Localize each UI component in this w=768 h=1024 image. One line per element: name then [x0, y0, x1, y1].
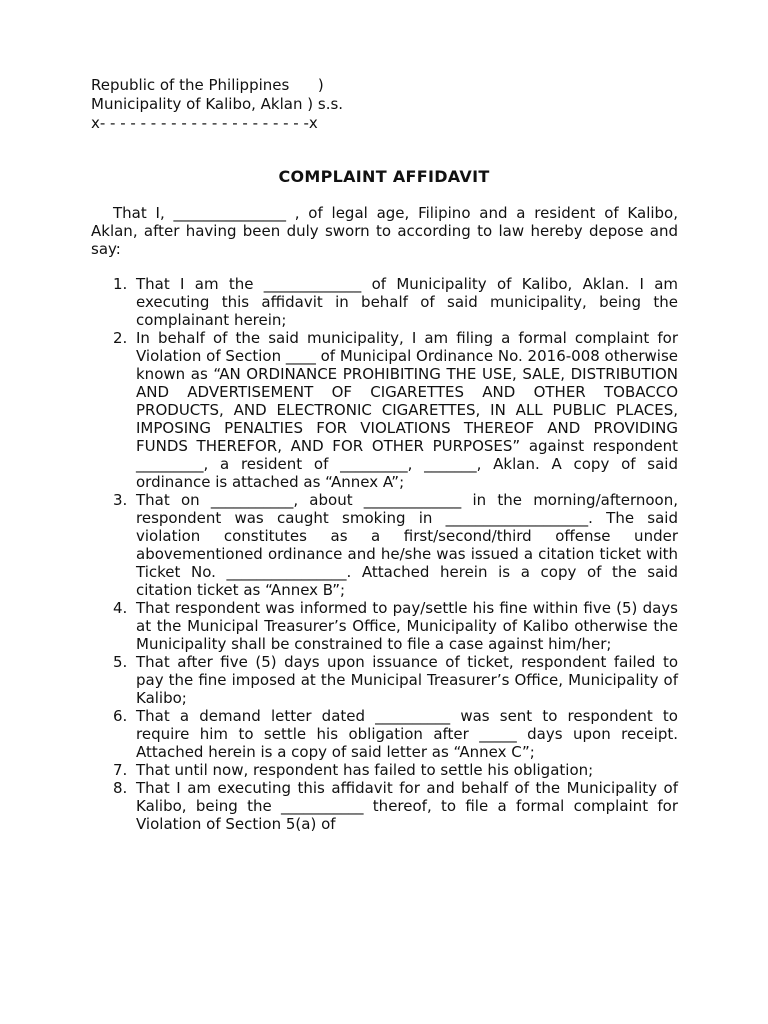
- item-number: 6.: [113, 707, 128, 725]
- item-number: 8.: [113, 779, 128, 797]
- item-text: That I am executing this affidavit for and behalf of the Municipality of Kalibo, being the ___________ thereof, to file a formal complaint for Violation of Section 5(a) of: [136, 779, 678, 833]
- item-number: 2.: [113, 329, 128, 347]
- item-text: That respondent was informed to pay/settle his fine within five (5) days at the Municipal Treasurer’s Office, Municipality of Kalibo otherwise the Municipality shall be constrained to file a case against him/her;: [136, 599, 678, 653]
- venue-block: [91, 76, 343, 133]
- list-item: [91, 653, 678, 707]
- venue-line-republic: Republic of the Philippines ): [91, 76, 324, 94]
- item-number: 7.: [113, 761, 128, 779]
- list-item: [91, 329, 678, 491]
- item-number: 5.: [113, 653, 128, 671]
- venue-line-municipality: Municipality of Kalibo, Aklan ) s.s.: [91, 95, 344, 113]
- item-number: 1.: [113, 275, 128, 293]
- item-text: That on ___________, about _____________ in the morning/afternoon, respondent was caught smoking in ___________________. The said violation constitutes as a first/second/third offense under abovementioned ordinance and he/she was issued a citation ticket with Ticket No. ________________. Attached herein is a copy of the said citation ticket as “Annex B”;: [136, 491, 678, 599]
- item-text: That until now, respondent has failed to settle his obligation;: [136, 761, 594, 779]
- list-item: [91, 779, 678, 833]
- list-item: [91, 707, 678, 761]
- item-text: That after five (5) days upon issuance of ticket, respondent failed to pay the fine imposed at the Municipal Treasurer’s Office, Municipality of Kalibo;: [136, 653, 678, 707]
- item-text: That I am the _____________ of Municipality of Kalibo, Aklan. I am executing this affidavit in behalf of said municipality, being the complainant herein;: [136, 275, 678, 329]
- list-item: [91, 491, 678, 599]
- numbered-statements: [91, 275, 678, 833]
- item-text: That a demand letter dated __________ was sent to respondent to require him to settle his obligation after _____ days upon receipt. Attached herein is a copy of said letter as “Annex C”;: [136, 707, 678, 761]
- intro-paragraph: That I, _______________ , of legal age, Filipino and a resident of Kalibo, Aklan, after having been duly sworn to according to law hereby depose and say:: [91, 204, 678, 258]
- item-number: 3.: [113, 491, 128, 509]
- venue-separator: x- - - - - - - - - - - - - - - - - - - - -x: [91, 114, 318, 132]
- list-item: [91, 275, 678, 329]
- list-item: [91, 599, 678, 653]
- item-text: In behalf of the said municipality, I am filing a formal complaint for Violation of Section ____ of Municipal Ordinance No. 2016-008 otherwise known as “AN ORDINANCE PROHIBITING THE USE, SALE, DISTRIBUTION AND ADVERTISEMENT OF CIGARETTES AND OTHER TOBACCO PRODUCTS, AND ELECTRONIC CIGARETTES, IN ALL PUBLIC PLACES, IMPOSING PENALTIES FOR VIOLATIONS THEREOF AND PROVIDING FUNDS THEREFOR, AND FOR OTHER PURPOSES” against respondent _________, a resident of _________, _______, Aklan. A copy of said ordinance is attached as “Annex A”;: [136, 329, 678, 491]
- list-item: [91, 761, 678, 779]
- item-number: 4.: [113, 599, 128, 617]
- document-title: COMPLAINT AFFIDAVIT: [278, 167, 490, 186]
